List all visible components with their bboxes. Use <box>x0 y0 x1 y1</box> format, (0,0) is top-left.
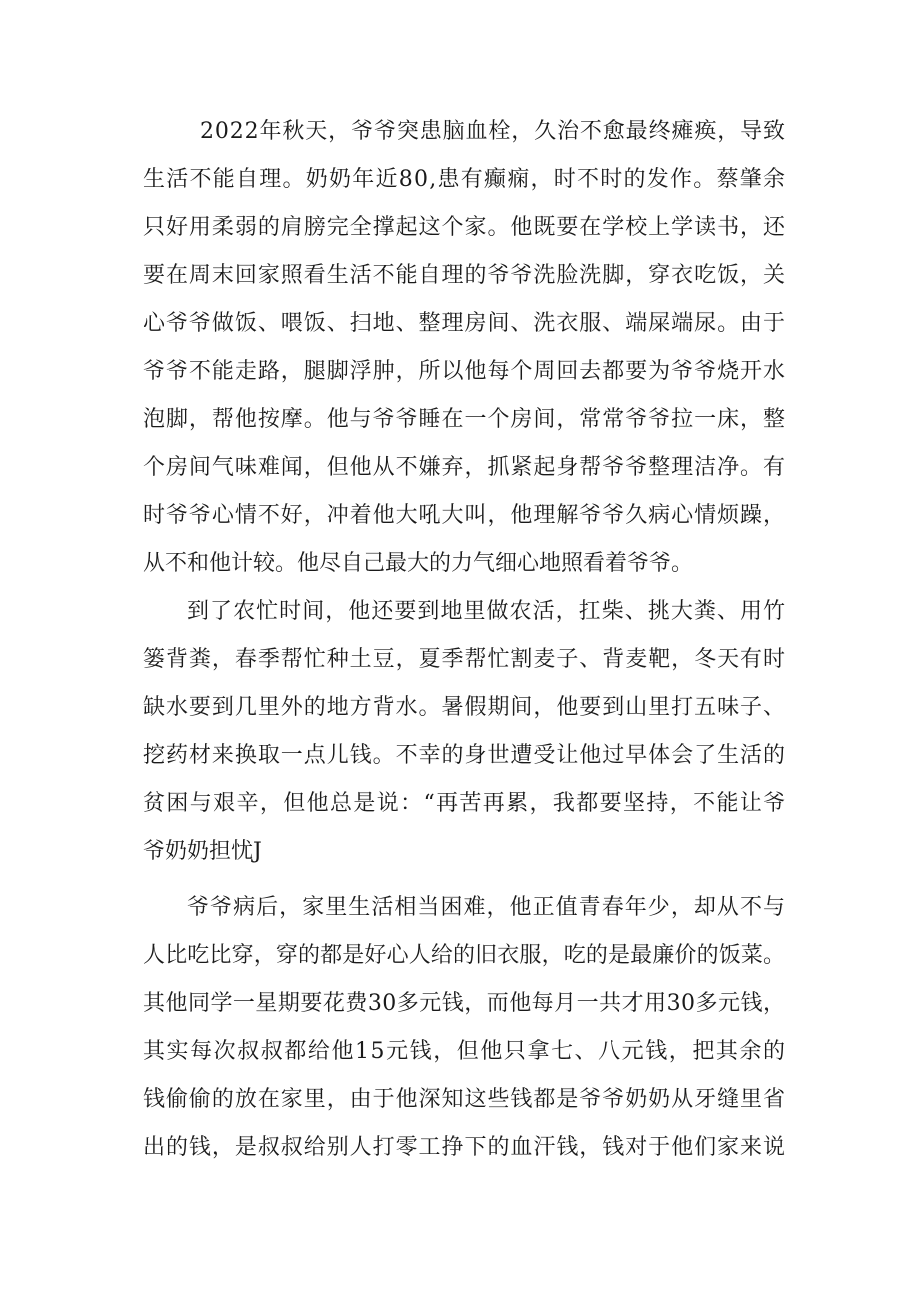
paragraph-3-line-3 <box>0 984 920 1024</box>
paragraph-1-line-4 <box>0 256 920 296</box>
text-run: 心爷爷做饭、喂饭、扫地、整理房间、洗衣服、端屎端尿。由于 <box>143 311 786 336</box>
text-run: 其实每次叔叔都给他15元钱，但他只拿七、八元钱，把其余的 <box>143 1039 787 1064</box>
text-run: 钱偷偷的放在家里，由于他深知这些钱都是爷爷奶奶从牙缝里省 <box>143 1087 786 1112</box>
text-run: 生活不能自理。奶奶年近80,患有癫痫，时不时的发作。蔡肇余 <box>143 167 787 192</box>
paragraph-2-line-1 <box>0 592 920 632</box>
paragraph-3-line-5 <box>0 1080 920 1120</box>
text-run: 泡脚，帮他按摩。他与爷爷睡在一个房间，常常爷爷拉一床，整 <box>143 407 786 432</box>
text-run: 要在周末回家照看生活不能自理的爷爷洗脸洗脚，穿衣吃饭，关 <box>143 263 786 288</box>
paragraph-3-line-1 <box>0 888 920 928</box>
paragraph-1-line-2 <box>0 160 920 200</box>
paragraph-1-line-1 <box>0 112 920 152</box>
text-run: 贫困与艰辛，但他总是说：“再苦再累，我都要坚持，不能让爷 <box>143 791 787 816</box>
text-run: 篓背粪，春季帮忙种土豆，夏季帮忙割麦子、背麦靶，冬天有时 <box>143 647 786 672</box>
text-run: 只好用柔弱的肩膀完全撑起这个家。他既要在学校上学读书，还 <box>143 215 786 240</box>
paragraph-2-line-6 <box>0 832 920 872</box>
paragraph-1-line-3 <box>0 208 920 248</box>
paragraph-2-line-3 <box>0 688 920 728</box>
text-run: 爷奶奶担忧J <box>143 839 262 864</box>
text-run: 到了农忙时间，他还要到地里做农活，扛柴、挑大粪、用竹 <box>187 599 787 624</box>
paragraph-3-line-2 <box>0 936 920 976</box>
paragraph-1-line-7 <box>0 400 920 440</box>
text-run: 人比吃比穿，穿的都是好心人给的旧衣服，吃的是最廉价的饭菜。 <box>143 943 786 968</box>
paragraph-3-line-4 <box>0 1032 920 1072</box>
text-run: 缺水要到几里外的地方背水。暑假期间，他要到山里打五味子、 <box>143 695 786 720</box>
text-run: 时爷爷心情不好，冲着他大吼大叫，他理解爷爷久病心情烦躁， <box>143 503 786 528</box>
text-run: 其他同学一星期要花费30多元钱，而他每月一共才用30多元钱， <box>143 991 786 1016</box>
text-run: 2022年秋天，爷爷突患脑血栓，久治不愈最终瘫痪，导致 <box>200 119 786 144</box>
paragraph-3-line-6 <box>0 1128 920 1168</box>
paragraph-2-line-4 <box>0 736 920 776</box>
text-run: 出的钱，是叔叔给别人打零工挣下的血汗钱，钱对于他们家来说 <box>143 1135 786 1160</box>
text-run: 从不和他计较。他尽自己最大的力气细心地照看着爷爷。 <box>143 551 694 576</box>
paragraph-1-line-5 <box>0 304 920 344</box>
paragraph-2-line-2 <box>0 640 920 680</box>
text-run: 个房间气味难闻，但他从不嫌弃，抓紧起身帮爷爷整理洁净。有 <box>143 455 786 480</box>
paragraph-1-line-9 <box>0 496 920 536</box>
paragraph-1-line-8 <box>0 448 920 488</box>
text-run: 爷爷不能走路，腿脚浮肿，所以他每个周回去都要为爷爷烧开水 <box>143 359 786 384</box>
text-run: 爷爷病后，家里生活相当困难，他正值青春年少，却从不与 <box>187 895 787 920</box>
paragraph-1-line-6 <box>0 352 920 392</box>
paragraph-1-line-10 <box>0 544 920 584</box>
paragraph-2-line-5 <box>0 784 920 824</box>
text-run: 挖药材来换取一点儿钱。不幸的身世遭受让他过早体会了生活的 <box>143 743 786 768</box>
